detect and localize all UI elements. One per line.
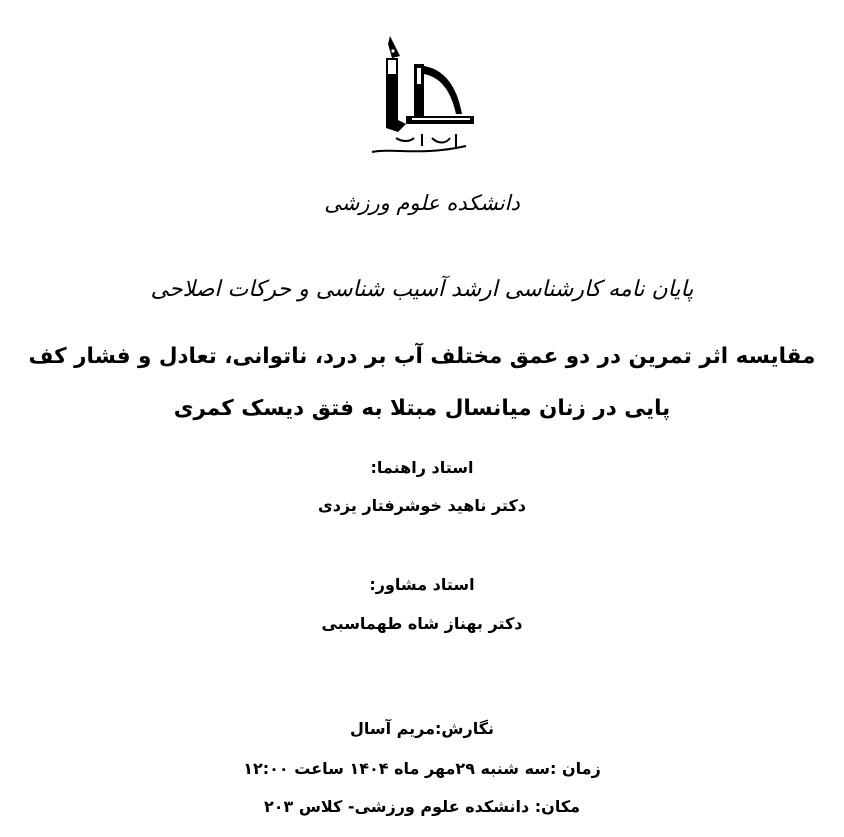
advisor-name: دکتر بهناز شاه طهماسبی	[321, 614, 523, 633]
ferdowsi-university-logo-icon	[362, 34, 482, 164]
author-line: نگارش:مریم آسال	[349, 719, 495, 738]
supervisor-name: دکتر ناهید خوشرفتار یزدی	[318, 496, 526, 515]
thesis-type: پایان نامه کارشناسی ارشد آسیب شناسی و حرکات اصلاحی	[150, 277, 694, 302]
thesis-title-line-2: پایی در زنان میانسال مبتلا به فتق دیسک کمری	[173, 396, 671, 421]
defense-time: زمان :سه شنبه ۲۹مهر ماه ۱۴۰۴ ساعت ۱۲:۰۰	[243, 759, 601, 778]
defense-place: مکان: دانشکده علوم ورزشی- کلاس ۲۰۳	[263, 797, 581, 816]
thesis-title-line-1: مقایسه اثر تمرین در دو عمق مختلف آب بر درد، ناتوانی، تعادل و فشار کف	[28, 344, 816, 369]
advisor-label: استاد مشاور:	[369, 575, 475, 594]
supervisor-label: استاد راهنما:	[370, 458, 474, 477]
faculty-name: دانشکده علوم ورزشی	[324, 191, 520, 215]
